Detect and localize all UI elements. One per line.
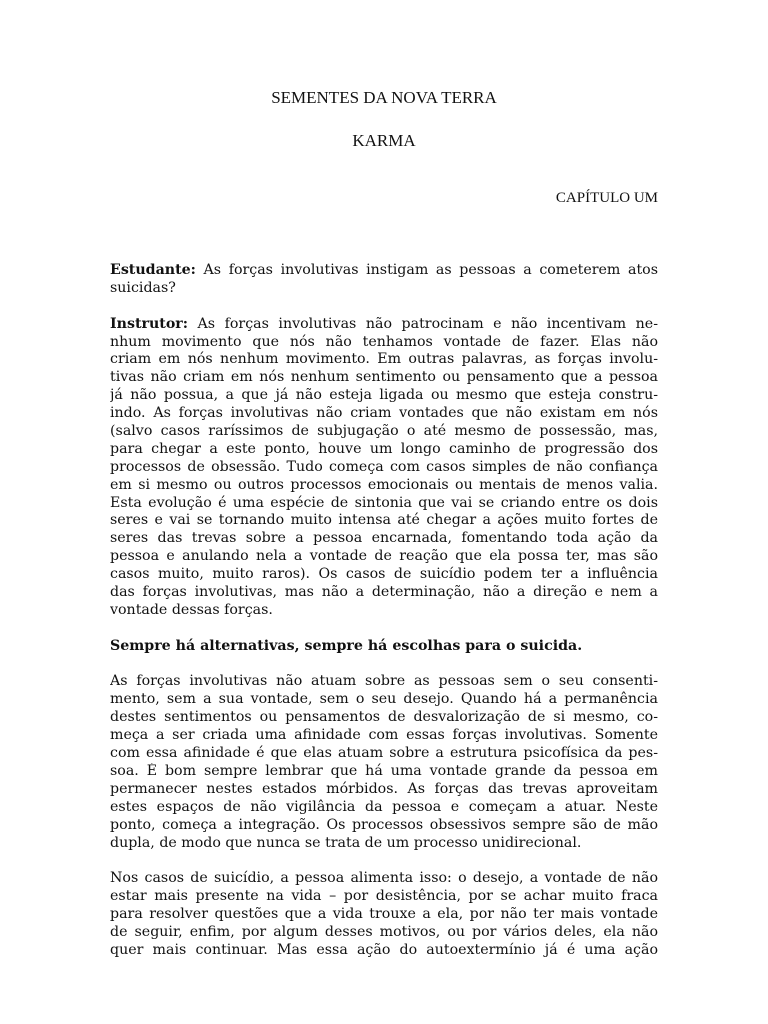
text-line: criam em nós nenhum movimento. Em outras palavras, as forças involu- (110, 351, 658, 368)
text-line: casos muito, muito raros). Os casos de suicídio podem ter a influência (110, 566, 658, 583)
text-line: soa. É bom sempre lembrar que há uma vontade grande da pessoa em (110, 762, 658, 779)
document-body (110, 262, 658, 978)
text-line: de seguir, enfim, por algum desses motivos, ou por vários deles, ela não (110, 923, 658, 940)
text-line (110, 638, 658, 656)
text-line: para chegar a este ponto, houve um longo caminho de progressão dos (110, 440, 658, 457)
text-line: seres das trevas sobre a pessoa encarnada, fomentando toda ação da (110, 530, 658, 547)
text-line: ponto, começa a integração. Os processos obsessivos sempre são de mão (110, 816, 658, 833)
text-line: com essa afinidade é que elas atuam sobre a estrutura psicofísica da pes- (110, 745, 658, 762)
text-line: seres e vai se tornando muito intensa até chegar a ações muito fortes de (110, 512, 658, 529)
text-line: já não possua, a que já não esteja ligada ou mesmo que esteja constru- (110, 387, 658, 404)
book-subtitle: KARMA (352, 131, 416, 150)
text-line: pessoa e anulando nela a vontade de reação que ela possa ter, mas são (110, 548, 658, 565)
text-line: destes sentimentos ou pensamentos de desvalorização de si mesmo, co- (110, 709, 658, 726)
text-line: estar mais presente na vida – por desistência, por se achar muito fraca (110, 888, 658, 905)
text-line: nhum movimento que nós não tenhamos vontade de fazer. Elas não (110, 333, 658, 350)
text-line: meça a ser criada uma afinidade com essas forças involutivas. Somente (110, 727, 658, 744)
text-line: Esta evolução é uma espécie de sintonia que vai se criando entre os dois (110, 494, 658, 511)
book-title: SEMENTES DA NOVA TERRA (271, 88, 497, 107)
paragraph (110, 673, 658, 852)
text-line: As forças involutivas não atuam sobre as pessoas sem o seu consenti- (110, 673, 658, 690)
text-line: em si mesmo ou outros processos emocionais ou mentais de menos valia. (110, 476, 658, 493)
text-line: das forças involutivas, mas não a determinação, não a direção e nem a (110, 584, 658, 601)
text-line: permanecer nestes estados mórbidos. As forças das trevas aproveitam (110, 780, 658, 797)
paragraph (110, 262, 658, 298)
text-line: Nos casos de suicídio, a pessoa alimenta isso: o desejo, a vontade de não (110, 870, 658, 887)
text-line: suicidas? (110, 279, 176, 296)
text-line: tivas não criam em nós nenhum sentimento ou pensamento que a pessoa (110, 369, 658, 386)
speaker-label: Estudante: (110, 262, 196, 278)
text-line: quer mais continuar. Mas essa ação do autoextermínio já é uma ação (110, 941, 658, 958)
paragraph (110, 638, 658, 656)
text-line: Instrutor: As forças involutivas não patrocinam e não incentivam ne- (110, 315, 658, 332)
text-line: para resolver questões que a vida trouxe a ela, por não ter mais vontade (110, 906, 658, 923)
text-line: (salvo casos raríssimos de subjugação o até mesmo de possessão, mas, (110, 423, 658, 440)
text-line: dupla, de modo que nunca se trata de um processo unidirecional. (110, 834, 582, 851)
chapter-heading: CAPÍTULO UM (555, 190, 658, 206)
text-line: Estudante: As forças involutivas instigam as pessoas a cometerem atos (110, 262, 658, 278)
text-line: indo. As forças involutivas não criam vontades que não existam em nós (110, 405, 658, 422)
text-line: mento, sem a sua vontade, sem o seu desejo. Quando há a permanência (110, 691, 658, 708)
speaker-label: Instrutor: (110, 315, 189, 332)
paragraph (110, 870, 658, 959)
text-line: vontade dessas forças. (110, 601, 273, 618)
paragraph (110, 316, 658, 620)
emphasis-line: Sempre há alternativas, sempre há escolhas para o suicida. (110, 637, 583, 654)
text-line: estes espaços de não vigilância da pessoa e começam a atuar. Neste (110, 798, 658, 815)
text-line: processos de obsessão. Tudo começa com casos simples de não confiança (110, 458, 658, 475)
